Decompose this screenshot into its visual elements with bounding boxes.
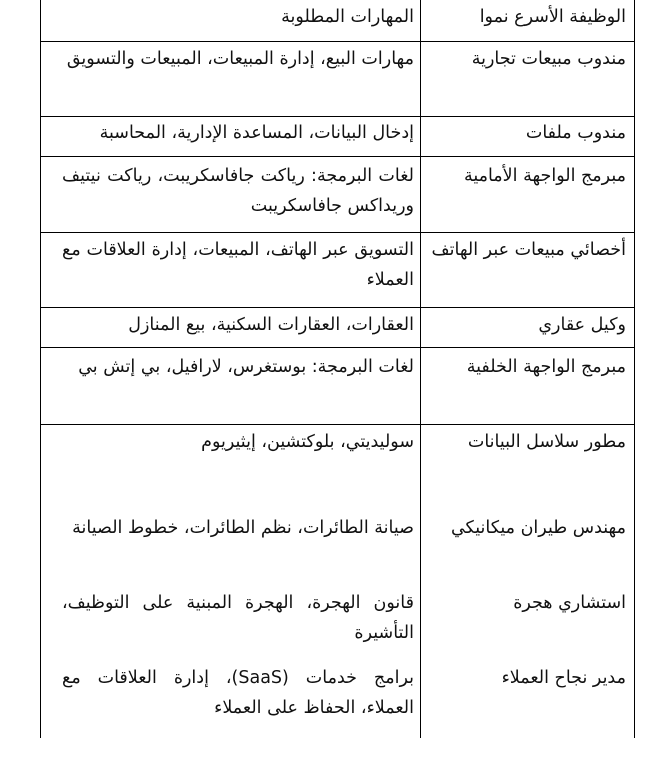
header-job: الوظيفة الأسرع نموا <box>479 7 626 27</box>
job-title: استشاري هجرة <box>513 593 626 613</box>
skills-text: العقارات، العقارات السكنية، بيع المنازل <box>128 315 414 335</box>
job-title: مندوب ملفات <box>525 123 626 143</box>
row-divider <box>40 116 635 117</box>
table-border-left <box>40 0 41 738</box>
job-title: وكيل عقاري <box>538 315 626 335</box>
column-divider <box>420 0 421 738</box>
table-border-right <box>634 0 635 738</box>
job-title: أخصائي مبيعات عبر الهاتف <box>431 240 626 260</box>
row-divider <box>40 307 635 308</box>
job-title: مبرمج الواجهة الأمامية <box>463 166 626 186</box>
skills-text: صيانة الطائرات، نظم الطائرات، خطوط الصيانة <box>72 518 414 538</box>
skills-text: سوليديتي، بلوكتشين، إيثيريوم <box>201 432 414 452</box>
row-divider <box>40 232 635 233</box>
job-title: مهندس طيران ميكانيكي <box>450 518 626 538</box>
row-divider <box>40 41 635 42</box>
skills-text: برامج خدمات (SaaS)، إدارة العلاقات مع العملاء، الحفاظ على العملاء <box>62 668 414 718</box>
skills-text: قانون الهجرة، الهجرة المبنية على التوظيف، التأشيرة <box>62 593 414 643</box>
skills-text: التسويق عبر الهاتف، المبيعات، إدارة العلاقات مع العملاء <box>62 240 414 290</box>
job-title: مبرمج الواجهة الخلفية <box>466 357 626 377</box>
skills-text: لغات البرمجة: رياكت جافاسكريبت، رياكت نيتيف وريداكس جافاسكريبت <box>62 166 414 216</box>
skills-text: مهارات البيع، إدارة المبيعات، المبيعات والتسويق <box>66 49 414 69</box>
row-divider <box>40 424 635 425</box>
row-divider <box>40 156 635 157</box>
row-divider <box>40 347 635 348</box>
header-skills: المهارات المطلوبة <box>281 7 414 27</box>
skills-text: لغات البرمجة: بوستغرس، لارافيل، بي إتش بي <box>78 357 414 377</box>
job-title: مندوب مبيعات تجارية <box>471 49 626 69</box>
job-title: مدير نجاح العملاء <box>501 668 626 688</box>
job-title: مطور سلاسل البيانات <box>467 432 626 452</box>
skills-text: إدخال البيانات، المساعدة الإدارية، المحاسبة <box>99 123 414 143</box>
